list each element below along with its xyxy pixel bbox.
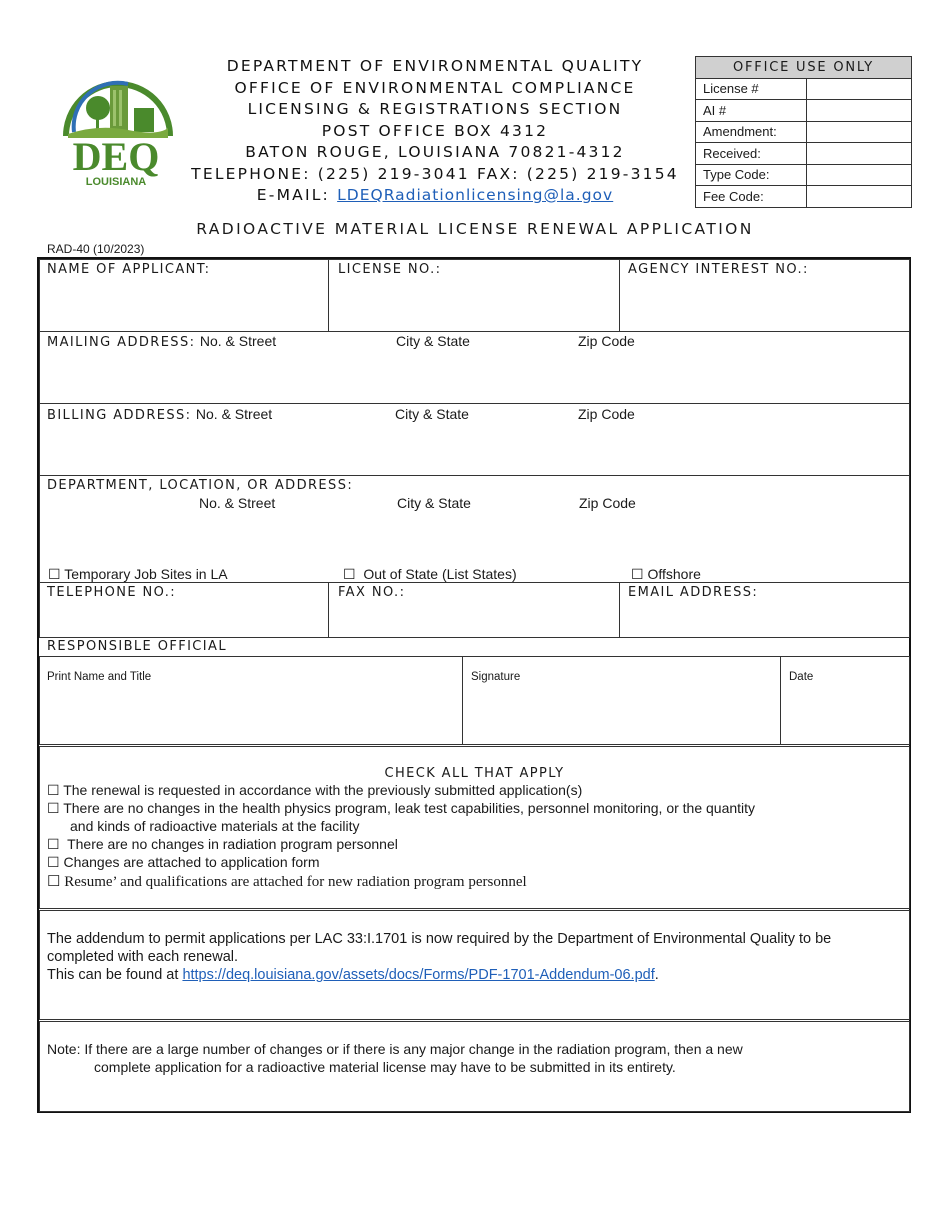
office-use-value [807, 143, 912, 165]
checkbox-icon[interactable]: ☐ [48, 566, 61, 582]
department-location-field[interactable] [39, 475, 910, 583]
checkbox-icon[interactable]: ☐ [47, 836, 60, 852]
billing-address-field[interactable] [39, 403, 910, 476]
license-no-label: LICENSE NO.: [338, 262, 442, 277]
department-city-label: City & State [397, 495, 471, 511]
agency-header [190, 56, 680, 207]
checkbox-icon[interactable]: ☐ [47, 854, 60, 870]
telephone-label: TELEPHONE NO.: [47, 585, 177, 600]
date-field[interactable] [780, 656, 910, 745]
check-label: There are no changes in the health physics program, leak test capabilities, personnel monitoring, or the quantity [63, 800, 756, 816]
fax-label: FAX NO.: [338, 585, 406, 600]
office-use-value [807, 121, 912, 143]
department-street-label: No. & Street [199, 495, 276, 511]
fax-field[interactable] [328, 582, 620, 638]
office-use-table [695, 56, 912, 208]
addendum-text [47, 930, 902, 984]
temporary-job-sites-option[interactable] [48, 566, 228, 583]
out-of-state-label: Out of State (List States) [363, 566, 517, 582]
form-number: RAD-40 (10/2023) [47, 242, 145, 256]
addendum-line: The addendum to permit applications per LAC 33:I.1701 is now required by the Department of Environmental Quality to be [47, 931, 832, 947]
email-label: E-MAIL: [256, 186, 330, 204]
telephone-field[interactable] [39, 582, 329, 638]
header-email-line [190, 185, 680, 207]
billing-zip-label: Zip Code [578, 406, 635, 422]
license-no-field[interactable] [328, 259, 620, 332]
check-all-section [39, 746, 910, 909]
billing-address-label-row [47, 406, 272, 424]
check-label: Resume’ and qualifications are attached for new radiation program personnel [64, 874, 527, 890]
office-use-value [807, 164, 912, 186]
billing-address-label: BILLING ADDRESS: [47, 408, 192, 423]
check-label-continued: and kinds of radioactive materials at the facility [70, 818, 360, 834]
billing-street-label: No. & Street [195, 406, 273, 422]
check-changes-attached[interactable] [47, 854, 320, 871]
office-use-value [807, 78, 912, 100]
check-resume-attached[interactable] [47, 872, 527, 891]
offshore-option[interactable] [631, 566, 701, 583]
check-no-health-physics-changes[interactable] [47, 800, 755, 817]
logo-subtext: LOUISIANA [85, 176, 147, 188]
office-use-label: License # [696, 78, 807, 100]
department-location-label: DEPARTMENT, LOCATION, OR ADDRESS: [47, 478, 354, 493]
print-name-label: Print Name and Title [47, 671, 152, 683]
applicant-field[interactable] [39, 259, 329, 332]
addendum-link[interactable]: https://deq.louisiana.gov/assets/docs/Forms/PDF-1701-Addendum-06.pdf [182, 967, 655, 983]
header-line: OFFICE OF ENVIRONMENTAL COMPLIANCE [234, 78, 636, 97]
note-line: complete application for a radioactive material license may have to be submitted in its entirety. [94, 1059, 676, 1075]
form-title: RADIOACTIVE MATERIAL LICENSE RENEWAL APPLICATION [196, 220, 754, 238]
office-use-label: Type Code: [696, 164, 807, 186]
addendum-period: . [654, 967, 659, 983]
mailing-zip-label: Zip Code [578, 333, 635, 349]
signature-label: Signature [471, 671, 521, 683]
header-line: BATON ROUGE, LOUISIANA 70821-4312 [245, 143, 625, 161]
check-renewal-previous[interactable] [47, 782, 582, 799]
mailing-address-field[interactable] [39, 331, 910, 404]
checkbox-icon[interactable]: ☐ [47, 782, 60, 798]
deq-logo [58, 66, 176, 188]
addendum-link-intro: This can be found at [47, 967, 179, 983]
office-use-label: Received: [696, 143, 807, 165]
billing-city-label: City & State [395, 406, 469, 422]
check-label: The renewal is requested in accordance with the previously submitted application(s) [63, 782, 583, 798]
temporary-job-sites-label: Temporary Job Sites in LA [64, 566, 228, 582]
agency-interest-field[interactable] [619, 259, 910, 332]
office-use-label: Amendment: [696, 121, 807, 143]
office-use-value [807, 100, 912, 122]
addendum-section [39, 910, 910, 1020]
print-name-title-field[interactable] [39, 656, 463, 745]
signature-field[interactable] [462, 656, 781, 745]
office-use-value [807, 186, 912, 208]
checkbox-icon[interactable]: ☐ [47, 874, 61, 890]
email-label-field: EMAIL ADDRESS: [628, 585, 759, 600]
addendum-link-line [47, 966, 902, 984]
email-field[interactable] [619, 582, 910, 638]
office-use-label: AI # [696, 100, 807, 122]
department-zip-label: Zip Code [579, 495, 636, 511]
office-use-label: Fee Code: [696, 186, 807, 208]
date-label: Date [789, 671, 814, 683]
responsible-official-heading: RESPONSIBLE OFFICIAL [47, 639, 227, 654]
note-line: Note: If there are a large number of changes or if there is any major change in the radiation program, then a new [47, 1041, 743, 1057]
checkbox-icon[interactable]: ☐ [631, 566, 644, 582]
out-of-state-option[interactable] [343, 566, 517, 583]
office-use-title: OFFICE USE ONLY [696, 57, 912, 79]
logo-text: DEQ [72, 134, 160, 179]
checkbox-icon[interactable]: ☐ [47, 800, 60, 816]
checkbox-icon[interactable]: ☐ [343, 566, 356, 582]
mailing-address-label: MAILING ADDRESS: [47, 335, 196, 350]
applicant-label: NAME OF APPLICANT: [47, 262, 211, 277]
check-all-title: CHECK ALL THAT APPLY [384, 766, 565, 781]
mailing-city-label: City & State [396, 333, 470, 349]
header-line: LICENSING & REGISTRATIONS SECTION [247, 100, 623, 118]
agency-interest-label: AGENCY INTEREST NO.: [628, 262, 809, 277]
header-line: DEPARTMENT OF ENVIRONMENTAL QUALITY [226, 57, 644, 75]
check-no-personnel-changes[interactable] [47, 836, 398, 853]
header-line: TELEPHONE: (225) 219-3041 FAX: (225) 219-3154 [191, 164, 679, 183]
check-label: There are no changes in radiation program personnel [67, 836, 398, 852]
check-label: Changes are attached to application form [63, 854, 320, 870]
mailing-street-label: No. & Street [199, 333, 277, 349]
header-line: POST OFFICE BOX 4312 [321, 121, 549, 140]
addendum-line: completed with each renewal. [47, 949, 239, 965]
mailing-address-label-row [47, 333, 276, 351]
note-section [39, 1021, 910, 1112]
offshore-label: Offshore [647, 566, 701, 582]
email-link[interactable]: LDEQRadiationlicensing@la.gov [337, 186, 614, 204]
